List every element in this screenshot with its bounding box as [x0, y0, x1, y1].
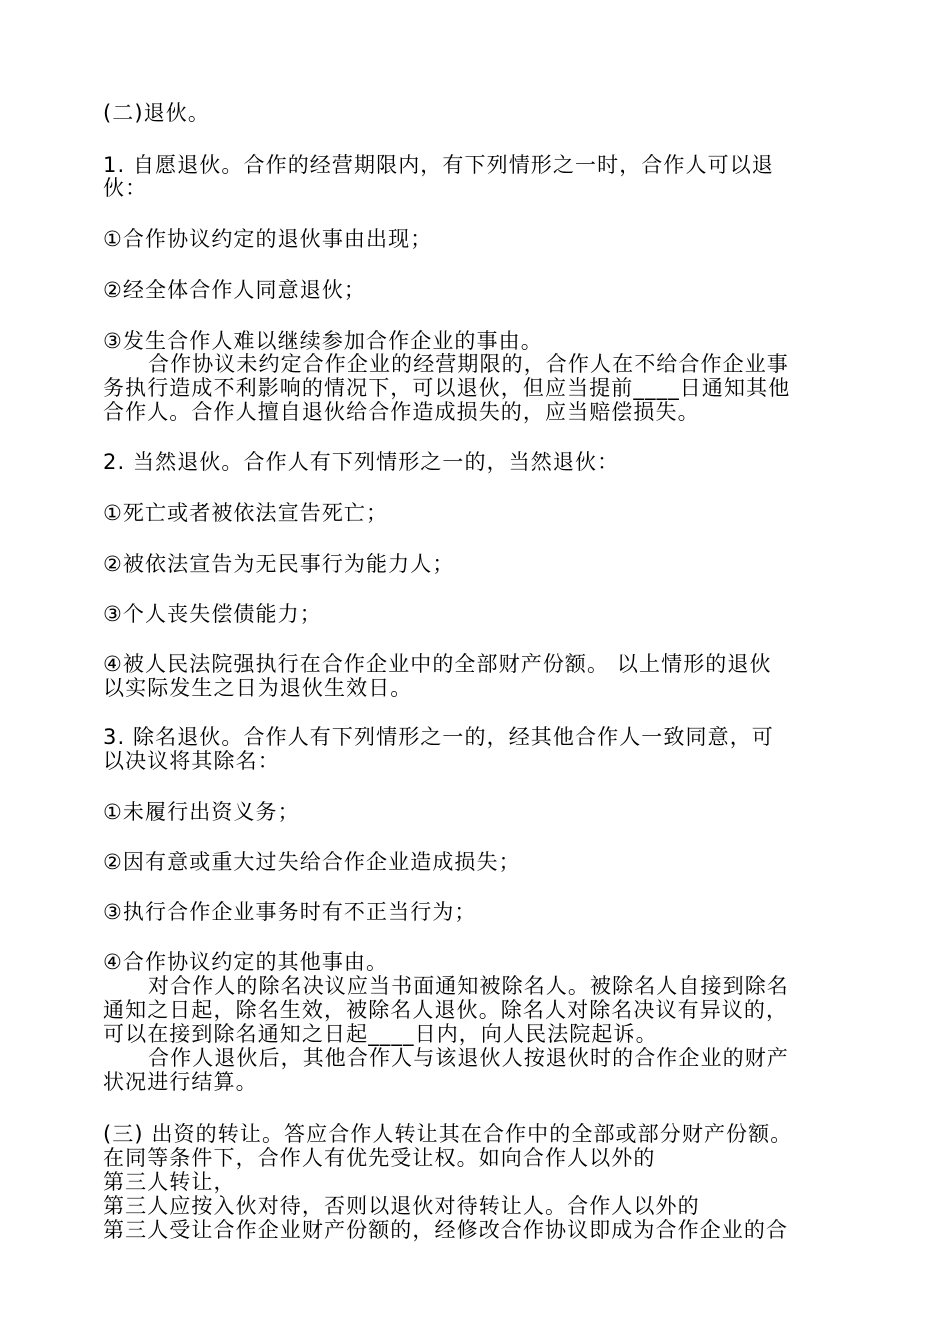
transfer-section-line-4: 第三人应按入伙对待，否则以退伙对待转让人。合作人以外的: [103, 1194, 700, 1218]
automatic-item-2: ②被依法宣告为无民事行为能力人；: [103, 552, 455, 576]
voluntary-note-line-3: 合作人。合作人擅自退伙给合作造成损失的，应当赔偿损失。: [103, 400, 700, 424]
section-heading-withdrawal: (二)退伙。: [103, 101, 210, 125]
expulsion-item-3: ③执行合作企业事务时有不正当行为；: [103, 900, 477, 924]
automatic-item-1: ①死亡或者被依法宣告死亡；: [103, 501, 389, 525]
automatic-item-4-line-1: ④被人民法院强执行在合作企业中的全部财产份额。 以上情形的退伙: [103, 652, 772, 676]
expulsion-withdrawal-line-2: 以决议将其除名：: [103, 749, 280, 773]
voluntary-note-line-1: 合作协议未约定合作企业的经营期限的，合作人在不给合作企业事: [148, 352, 789, 376]
transfer-section-line-2: 在同等条件下，合作人有优先受让权。如向合作人以外的: [103, 1146, 656, 1170]
expulsion-item-1: ①未履行出资义务；: [103, 800, 300, 824]
voluntary-withdrawal-line-1: 1. 自愿退伙。合作的经营期限内，有下列情形之一时，合作人可以退: [103, 153, 774, 177]
voluntary-note-line-2: 务执行造成不利影响的情况下，可以退伙，但应当提前____日通知其他: [103, 376, 791, 400]
automatic-item-3: ③个人丧失偿债能力；: [103, 602, 322, 626]
automatic-item-4-line-2: 以实际发生之日为退伙生效日。: [103, 676, 413, 700]
transfer-section-line-3: 第三人转让，: [103, 1170, 236, 1194]
transfer-section-line-5: 第三人受让合作企业财产份额的，经修改合作协议即成为合作企业的合: [103, 1218, 789, 1242]
automatic-withdrawal-heading: 2. 当然退伙。合作人有下列情形之一的，当然退伙：: [103, 450, 620, 474]
voluntary-item-2: ②经全体合作人同意退伙；: [103, 278, 367, 302]
expulsion-withdrawal-line-1: 3. 除名退伙。合作人有下列情形之一的，经其他合作人一致同意，可: [103, 725, 774, 749]
voluntary-item-1: ①合作协议约定的退伙事由出现；: [103, 227, 433, 251]
expulsion-note-line-1: 对合作人的除名决议应当书面通知被除名人。被除名人自接到除名: [148, 974, 789, 998]
voluntary-withdrawal-line-2: 伙：: [103, 176, 148, 200]
expulsion-note-line-3: 可以在接到除名通知之日起____日内，向人民法院起诉。: [103, 1022, 658, 1046]
expulsion-item-4: ④合作协议约定的其他事由。: [103, 950, 389, 974]
settlement-line-2: 状况进行结算。: [103, 1070, 258, 1094]
expulsion-item-2: ②因有意或重大过失给合作企业造成损失；: [103, 850, 521, 874]
voluntary-item-3: ③发生合作人难以继续参加合作企业的事由。: [103, 329, 543, 353]
expulsion-note-line-2: 通知之日起，除名生效，被除名人退伙。除名人对除名决议有异议的，: [103, 998, 789, 1022]
transfer-section-line-1: (三) 出资的转让。答应合作人转让其在合作中的全部或部分财产份额。: [103, 1122, 793, 1146]
settlement-line-1: 合作人退伙后，其他合作人与该退伙人按退伙时的合作企业的财产: [148, 1046, 789, 1070]
